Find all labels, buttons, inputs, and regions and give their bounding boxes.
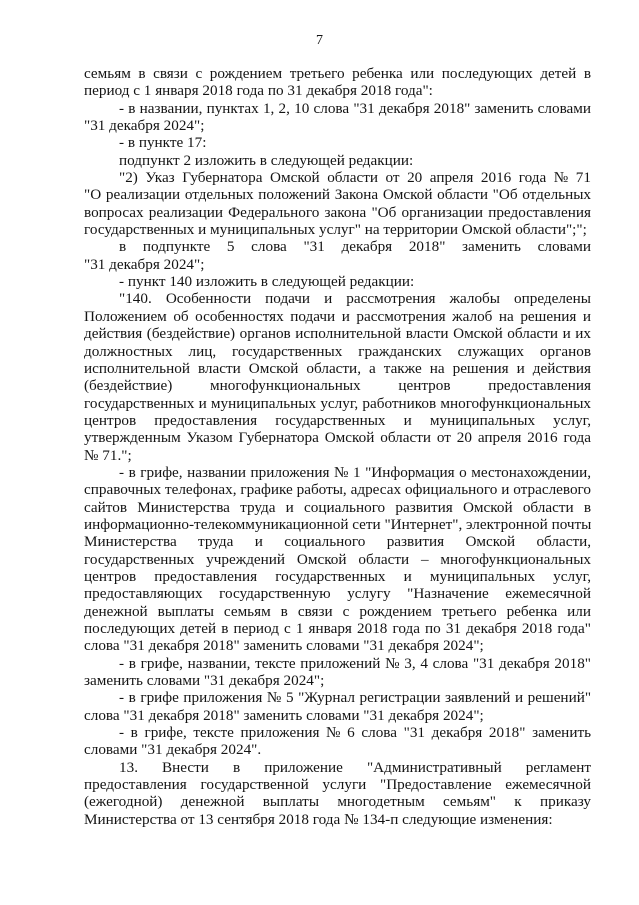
text-line: должностных лиц, государственных гражданских служащих органов	[84, 342, 591, 360]
text-line: "31 декабря 2024";	[84, 117, 205, 135]
text-line: последующих детей в период с 1 января 2018 года по 31 декабря 2018 года"	[84, 620, 592, 637]
page-number: 7	[316, 33, 323, 48]
text-line: подпункт 2 изложить в следующей редакции:	[119, 151, 414, 169]
text-line: "2) Указ Губернатора Омской области от 20 апреля 2016 года № 71	[119, 169, 591, 187]
text-line: Министерства от 13 сентября 2018 года № 134-п следующие изменения:	[84, 810, 553, 828]
text-line: вопросах реализации Федерального закона "Об организации предоставления	[84, 203, 591, 221]
text-line: заменить словами "31 декабря 2024";	[84, 672, 325, 690]
text-line: - в названии, пунктах 1, 2, 10 слова "31 декабря 2018" заменить словами	[119, 99, 592, 117]
text-line: утвержденным Указом Губернатора Омской области от 20 апреля 2016 года	[84, 429, 591, 447]
text-line: действия (бездействие) органов исполнительной власти Омской области и их	[84, 325, 592, 343]
text-line: государственных учреждений Омской области – многофункциональных	[84, 550, 591, 568]
text-line: 13. Внести в приложение "Административный регламент	[119, 758, 592, 776]
text-line: "140. Особенности подачи и рассмотрения жалобы определены	[119, 290, 592, 308]
text-line: справочных телефонах, графике работы, адресах официального и отраслевого	[84, 481, 591, 499]
text-line: - в грифе, названии приложения № 1 "Информация о местонахождении,	[119, 463, 592, 481]
text-line: Министерства труда и социального развития Омской области,	[84, 533, 592, 551]
text-line: денежной выплаты семьям в связи с рождением третьего ребенка или	[84, 602, 592, 620]
text-line: - в пункте 17:	[119, 134, 207, 152]
text-line: - в грифе, названии, тексте приложений № 3, 4 слова "31 декабря 2018"	[119, 654, 591, 672]
text-line: информационно-телекоммуникационной сети "Интернет", электронной почты	[84, 515, 592, 533]
text-line: сайтов Министерства труда и социального развития Омской области в	[84, 498, 591, 516]
text-line: "О реализации отдельных положений Закона Омской области "Об отдельных	[84, 186, 591, 204]
text-line: слова "31 декабря 2018" заменить словами "31 декабря 2024";	[84, 637, 484, 655]
text-line: слова "31 декабря 2018" заменить словами "31 декабря 2024";	[84, 706, 484, 724]
text-line: исполнительной власти Омской области, а также на решения и действия	[84, 359, 592, 377]
text-line: - в грифе приложения № 5 "Журнал регистрации заявлений и решений"	[119, 689, 592, 707]
text-line: центров предоставления государственных и муниципальных услуг,	[84, 411, 591, 429]
text-line: государственных и муниципальных услуг" на территории Омской области";";	[84, 221, 587, 239]
text-line: (ежегодной) денежной выплаты многодетным семьям" к приказу	[84, 793, 591, 811]
text-line: семьям в связи с рождением третьего ребенка или последующих детей в	[84, 65, 592, 82]
text-line: государственных и муниципальных услуг, работников многофункциональных	[84, 394, 591, 412]
text-line: - в грифе, тексте приложения № 6 слова "31 декабря 2018" заменить	[119, 724, 592, 742]
text-line: Положением об особенностях подачи и рассмотрения жалоб на решения и	[84, 307, 591, 325]
text-line: - пункт 140 изложить в следующей редакции:	[119, 273, 415, 291]
text-line: № 71.";	[84, 446, 132, 464]
text-line: предоставляющих государственную услугу "Назначение ежемесячной	[84, 585, 592, 603]
text-line: предоставления государственной услуги "Предоставление ежемесячной	[84, 776, 592, 794]
text-line: (бездействие) многофункциональных центров предоставления	[84, 377, 591, 395]
text-line: в подпункте 5 слова "31 декабря 2018" заменить словами	[119, 238, 591, 256]
text-line: словами "31 декабря 2024".	[84, 741, 262, 759]
text-line: центров предоставления государственных и муниципальных услуг,	[84, 567, 591, 585]
document-body-text	[84, 65, 591, 828]
text-line: "31 декабря 2024";	[84, 255, 205, 273]
text-line: период с 1 января 2018 года по 31 декабря 2018 года":	[84, 82, 433, 100]
